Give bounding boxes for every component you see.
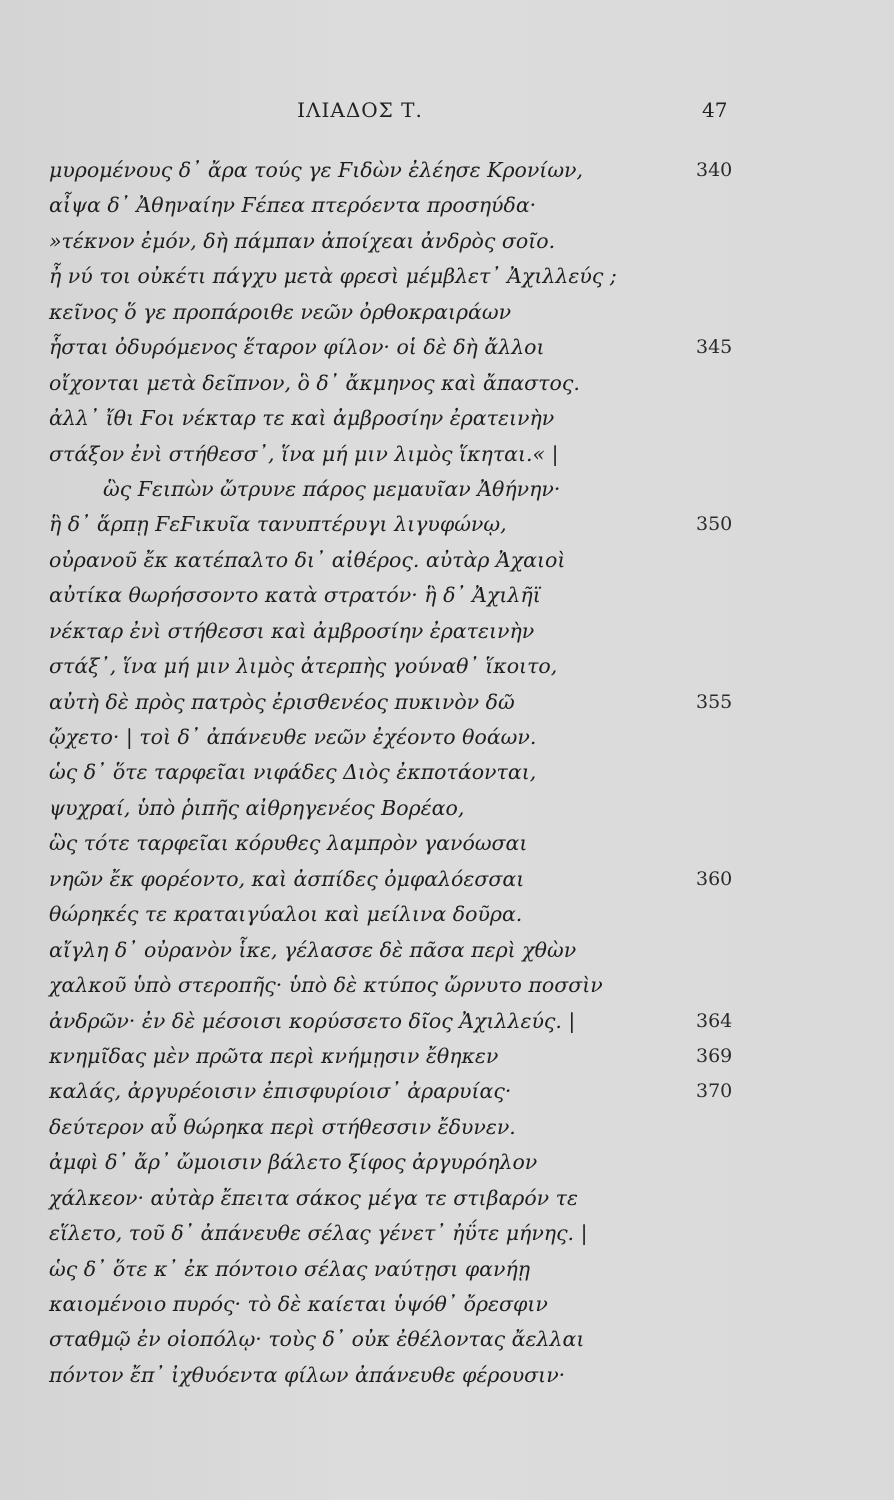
verse-line <box>0 1004 894 1039</box>
verse-line <box>0 153 894 188</box>
verse-text: ἦ νύ τοι οὐκέτι πάγχυ μετὰ φρεσὶ μέμβλετ᾽ Ἀχιλλεύς ; <box>49 264 617 289</box>
line-number: 369 <box>696 1044 733 1067</box>
verse-line <box>0 1287 894 1322</box>
verse-text: οὐρανοῦ ἔκ κατέπαλτο δι᾽ αἰθέρος. αὐτὰρ Ἀχαιοὶ <box>49 547 566 572</box>
page-number: 47 <box>702 98 728 122</box>
verse-text: ἀνδρῶν· ἐν δὲ μέσοισι κορύσσετο δῖος Ἀχιλλεύς. | <box>49 1008 576 1033</box>
line-number: 364 <box>696 1009 733 1032</box>
verse-line <box>0 1252 894 1287</box>
verse-text: νηῶν ἔκ φορέοντο, καὶ ἀσπίδες ὀμφαλόεσσαι <box>49 866 525 891</box>
verse-line <box>0 1181 894 1216</box>
verse-line <box>0 649 894 684</box>
verse-text: στάξ᾽, ἵνα μή μιν λιμὸς ἀτερπὴς γούναθ᾽ ἵκοιτο, <box>49 654 558 679</box>
verse-line <box>0 933 894 968</box>
verse-line <box>0 330 894 365</box>
verse-text: ὣς τότε ταρφεῖαι κόρυθες λαμπρὸν γανόωσαι <box>49 831 528 856</box>
verse-line <box>0 1216 894 1251</box>
verse-line <box>0 720 894 755</box>
verse-text: θώρηκές τε κραταιγύαλοι καὶ μείλινα δοῦρα. <box>49 902 523 927</box>
verse-text: ἧσται ὀδυρόμενος ἕταρον φίλον· οἱ δὲ δὴ ἄλλοι <box>49 335 545 360</box>
verse-line <box>0 224 894 259</box>
verse-line <box>0 401 894 436</box>
verse-line <box>0 543 894 578</box>
verse-line <box>0 826 894 861</box>
verse-text: εἵλετο, τοῦ δ᾽ ἀπάνευθε σέλας γένετ᾽ ἠΰτε μήνης. | <box>49 1221 588 1246</box>
verse-text: ὣς Ϝειπὼν ὤτρυνε πάρος μεμαυῖαν Ἀθήνην· <box>103 476 561 501</box>
verse-text: αὐτὴ δὲ πρὸς πατρὸς ἐρισθενέος πυκινὸν δῶ <box>49 689 515 714</box>
verse-text: στάξον ἐνὶ στήθεσσ᾽, ἵνα μή μιν λιμὸς ἵκηται.« | <box>49 441 559 466</box>
verse-line <box>0 578 894 613</box>
verse-line <box>0 897 894 932</box>
verse-text: πόντον ἔπ᾽ ἰχθυόεντα φίλων ἀπάνευθε φέρουσιν· <box>49 1362 566 1387</box>
line-number: 340 <box>696 159 733 181</box>
running-header-title: ΙΛΙΑΔΟΣ Τ. <box>297 98 423 122</box>
verse-text: χάλκεον· αὐτὰρ ἔπειτα σάκος μέγα τε στιβαρόν τε <box>49 1185 579 1210</box>
verse-text: μυρομένους δ᾽ ἄρα τούς γε Ϝιδὼν ἐλέησε Κρονίων, <box>49 158 584 182</box>
verse-text-block <box>0 153 894 1393</box>
verse-line <box>0 1039 894 1074</box>
verse-line <box>0 755 894 790</box>
verse-text: κνημῖδας μὲν πρῶτα περὶ κνήμῃσιν ἔθηκεν <box>49 1043 499 1068</box>
verse-line <box>0 1074 894 1109</box>
verse-line <box>0 507 894 542</box>
verse-text: νέκταρ ἐνὶ στήθεσσι καὶ ἀμβροσίην ἐρατεινὴν <box>49 618 535 643</box>
verse-text: καλάς, ἀργυρέοισιν ἐπισφυρίοισ᾽ ἀραρυίας· <box>49 1079 512 1104</box>
verse-line <box>0 366 894 401</box>
verse-text: κεῖνος ὅ γε προπάροιθε νεῶν ὀρθοκραιράων <box>49 299 512 324</box>
verse-line <box>0 188 894 223</box>
verse-line <box>0 614 894 649</box>
verse-text: δεύτερον αὖ θώρηκα περὶ στήθεσσιν ἔδυνεν. <box>49 1114 516 1139</box>
verse-line <box>0 791 894 826</box>
verse-line <box>0 295 894 330</box>
verse-text: ὡς δ᾽ ὅτε ταρφεῖαι νιφάδες Διὸς ἐκποτάονται, <box>49 760 537 785</box>
verse-line <box>0 968 894 1003</box>
verse-text: καιομένοιο πυρός· τὸ δὲ καίεται ὑψόθ᾽ ὄρεσφιν <box>49 1292 548 1316</box>
verse-text: ᾤχετο· | τοὶ δ᾽ ἀπάνευθε νεῶν ἐχέοντο θοάων. <box>49 725 537 749</box>
verse-line <box>0 437 894 472</box>
line-number: 370 <box>696 1080 733 1103</box>
verse-text: αἴγλη δ᾽ οὐρανὸν ἷκε, γέλασσε δὲ πᾶσα περὶ χθὼν <box>49 937 577 962</box>
verse-line <box>0 1358 894 1393</box>
line-number: 360 <box>696 867 733 890</box>
verse-text: ὡς δ᾽ ὅτε κ᾽ ἐκ πόντοιο σέλας ναύτῃσι φανήῃ <box>49 1256 531 1281</box>
verse-text: αὐτίκα θωρήσσοντο κατὰ στρατόν· ἣ δ᾽ Ἀχιλῆϊ <box>49 583 541 608</box>
verse-text: χαλκοῦ ὑπὸ στεροπῆς· ὑπὸ δὲ κτύπος ὤρνυτο ποσσὶν <box>49 973 603 998</box>
verse-line <box>0 259 894 294</box>
line-number: 355 <box>696 690 733 713</box>
verse-text: »τέκνον ἐμόν, δὴ πάμπαν ἀποίχεαι ἀνδρὸς σοῖο. <box>49 228 556 253</box>
verse-text: ψυχραί, ὑπὸ ῥιπῆς αἰθρηγενέος Βορέαο, <box>49 795 465 820</box>
line-number: 345 <box>696 336 733 359</box>
verse-text: σταθμῷ ἐν οἰοπόλῳ· τοὺς δ᾽ οὐκ ἐθέλοντας ἄελλαι <box>49 1327 585 1352</box>
verse-line <box>0 1110 894 1145</box>
verse-text: ἀμφὶ δ᾽ ἄρ᾽ ὤμοισιν βάλετο ξίφος ἀργυρόηλον <box>49 1150 538 1175</box>
verse-text: οἴχονται μετὰ δεῖπνον, ὃ δ᾽ ἄκμηνος καὶ ἄπαστος. <box>49 370 580 395</box>
verse-text: ἣ δ᾽ ἅρπῃ ϜεϜικυῖα τανυπτέρυγι λιγυφώνῳ, <box>49 512 507 537</box>
verse-line <box>0 1322 894 1357</box>
verse-text: αἶψα δ᾽ Ἀθηναίην Ϝέπεα πτερόεντα προσηύδα· <box>49 193 537 218</box>
verse-line <box>0 862 894 897</box>
verse-line <box>0 1145 894 1180</box>
verse-text: ἀλλ᾽ ἴθι Ϝοι νέκταρ τε καὶ ἀμβροσίην ἐρατεινὴν <box>49 406 555 431</box>
verse-line <box>0 685 894 720</box>
line-number: 350 <box>696 513 733 536</box>
verse-line <box>0 472 894 507</box>
